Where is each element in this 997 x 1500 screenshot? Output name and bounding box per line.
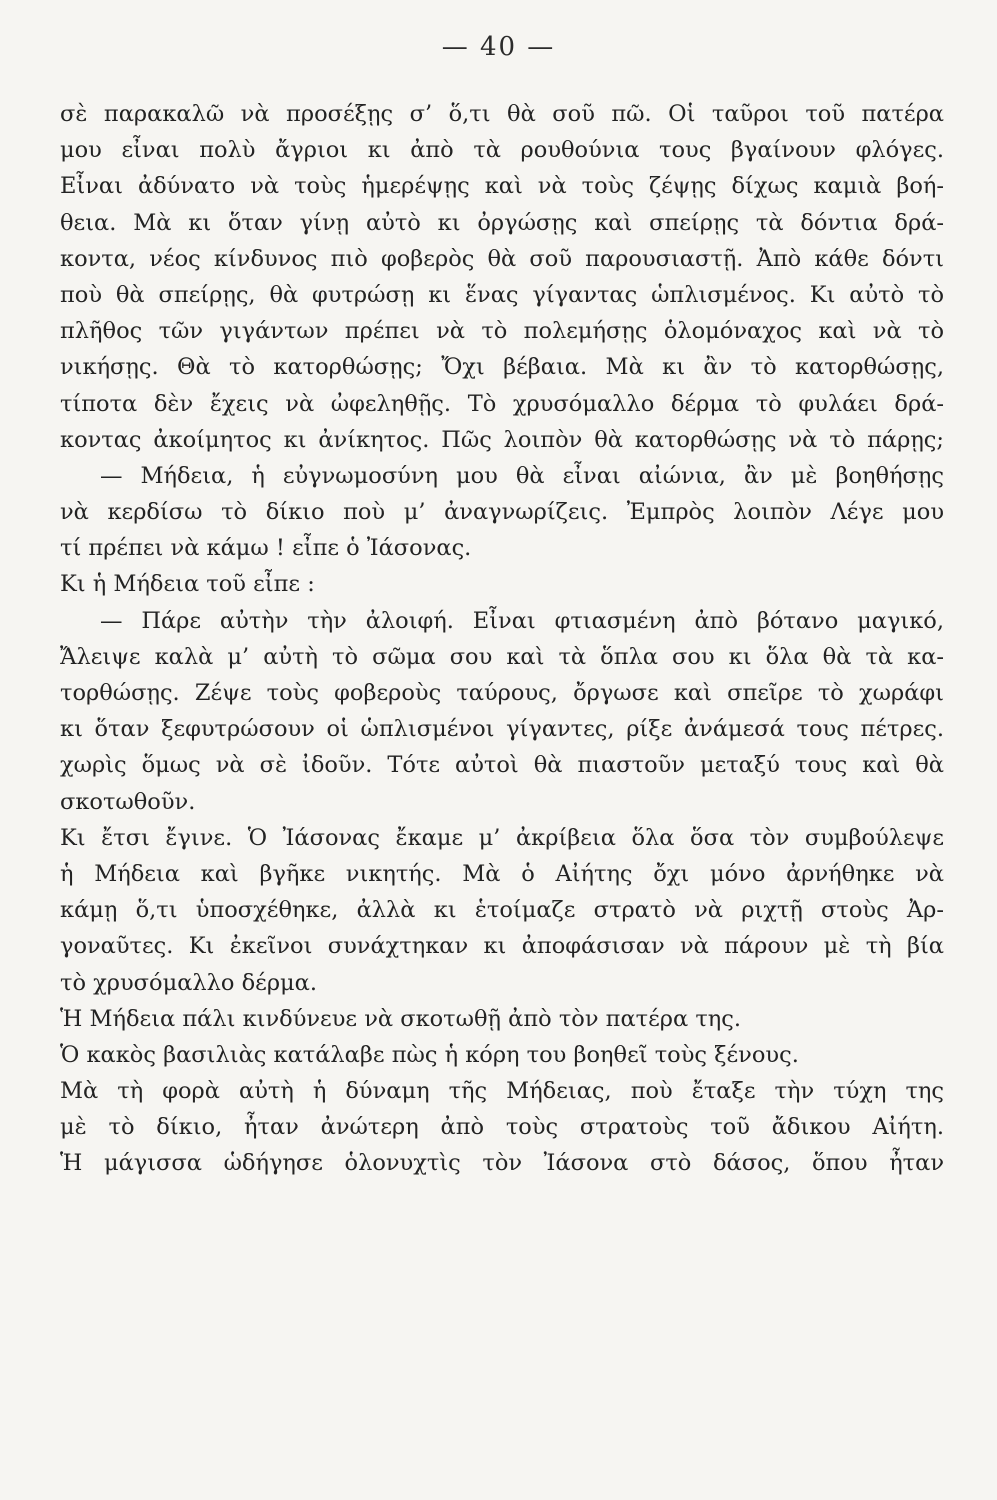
body-text — [60, 96, 944, 1182]
text-line: τορθώσῃς. Ζέψε τοὺς φοβεροὺς ταύρους, ὄργωσε καὶ σπεῖρε τὸ χωράφι — [60, 680, 944, 706]
text-line: Ἡ Μήδεια πάλι κινδύνευε νὰ σκοτωθῇ ἀπὸ τὸν πατέρα της. — [60, 1005, 741, 1032]
text-line: Μὰ τὴ φορὰ αὐτὴ ἡ δύναμη τῆς Μήδειας, ποὺ ἔταξε τὴν τύχη της — [60, 1078, 944, 1105]
text-line: Κι ἡ Μήδεια τοῦ εἶπε : — [60, 571, 315, 598]
text-line: ἡ Μήδεια καὶ βγῆκε νικητής. Μὰ ὁ Αἰήτης ὄχι μόνο ἀρνήθηκε νὰ — [60, 860, 944, 887]
text-line: σὲ παρακαλῶ νὰ προσέξῃς σ’ ὅ,τι θὰ σοῦ πῶ. Οἱ ταῦροι τοῦ πατέρα — [60, 101, 944, 127]
text-line: Ἡ μάγισσα ὡδήγησε ὁλονυχτὶς τὸν Ἰάσονα στὸ δάσος, ὅπου ἦταν — [60, 1150, 944, 1177]
text-line: γοναῦτες. Κι ἐκεῖνοι συνάχτηκαν κι ἀποφάσισαν νὰ πάρουν μὲ τὴ βία — [60, 933, 944, 960]
text-line: νικήσῃς. Θὰ τὸ κατορθώσῃς; Ὄχι βέβαια. Μὰ κι ἂν τὸ κατορθώσῃς, — [60, 354, 944, 381]
text-line: τὸ χρυσόμαλλο δέρμα. — [60, 969, 318, 996]
text-line: τίποτα δὲν ἔχεις νὰ ὠφεληθῇς. Τὸ χρυσόμαλλο δέρμα τὸ φυλάει δρά- — [60, 390, 944, 417]
text-line: νὰ κερδίσω τὸ δίκιο ποὺ μ’ ἀναγνωρίζεις. Ἐμπρὸς λοιπὸν Λέγε μου — [60, 499, 944, 526]
text-line: κάμῃ ὅ,τι ὑποσχέθηκε, ἀλλὰ κι ἑτοίμαζε στρατὸ νὰ ριχτῇ στοὺς Ἀρ- — [60, 897, 944, 924]
text-line: μὲ τὸ δίκιο, ἦταν ἀνώτερη ἀπὸ τοὺς στρατοὺς τοῦ ἄδικου Αἰήτη. — [60, 1114, 944, 1141]
text-line: τί πρέπει νὰ κάμω ! εἶπε ὁ Ἰάσονας. — [60, 535, 472, 562]
text-line: κοντας ἀκοίμητος κι ἀνίκητος. Πῶς λοιπὸν θὰ κατορθώσῃς νὰ τὸ πάρῃς; — [60, 426, 944, 453]
text-line: Εἶναι ἀδύνατο νὰ τοὺς ἡμερέψῃς καὶ νὰ τοὺς ζέψῃς δίχως καμιὰ βοή- — [60, 173, 944, 200]
text-line: κι ὅταν ξεφυτρώσουν οἱ ὡπλισμένοι γίγαντες, ρίξε ἀνάμεσά τους πέτρες. — [60, 716, 944, 743]
text-line: — Μήδεια, ἡ εὐγνωμοσύνη μου θὰ εἶναι αἰώνια, ἂν μὲ βοηθήσῃς — [100, 462, 944, 489]
text-line: σκοτωθοῦν. — [60, 788, 196, 815]
text-line: Ἄλειψε καλὰ μ’ αὐτὴ τὸ σῶμα σου καὶ τὰ ὅπλα σου κι ὅλα θὰ τὰ κα- — [60, 643, 944, 670]
text-line: — Πάρε αὐτὴν τὴν ἀλοιφή. Εἶναι φτιασμένη ἀπὸ βότανο μαγικό, — [100, 607, 944, 634]
text-line: Κι ἔτσι ἔγινε. Ὁ Ἰάσονας ἔκαμε μ’ ἀκρίβεια ὅλα ὅσα τὸν συμβούλεψε — [60, 824, 944, 851]
text-line: κοντα, νέος κίνδυνος πιὸ φοβερὸς θὰ σοῦ παρουσιαστῇ. Ἀπὸ κάθε δόντι — [60, 245, 944, 272]
text-line: μου εἶναι πολὺ ἄγριοι κι ἀπὸ τὰ ρουθούνια τους βγαίνουν φλόγες. — [60, 137, 944, 164]
text-line: πλῆθος τῶν γιγάντων πρέπει νὰ τὸ πολεμήσῃς ὁλομόναχος καὶ νὰ τὸ — [60, 318, 944, 345]
text-line: θεια. Μὰ κι ὅταν γίνῃ αὐτὸ κι ὀργώσῃς καὶ σπείρῃς τὰ δόντια δρά- — [60, 209, 944, 236]
text-line: Ὁ κακὸς βασιλιὰς κατάλαβε πὼς ἡ κόρη του βοηθεῖ τοὺς ξένους. — [60, 1041, 799, 1068]
text-line: χωρὶς ὅμως νὰ σὲ ἰδοῦν. Τότε αὐτοὶ θὰ πιαστοῦν μεταξύ τους καὶ θὰ — [60, 752, 944, 779]
page-number: — 40 — — [441, 32, 556, 62]
text-line: ποὺ θὰ σπείρῃς, θὰ φυτρώσῃ κι ἕνας γίγαντας ὡπλισμένος. Κι αὐτὸ τὸ — [60, 281, 944, 308]
